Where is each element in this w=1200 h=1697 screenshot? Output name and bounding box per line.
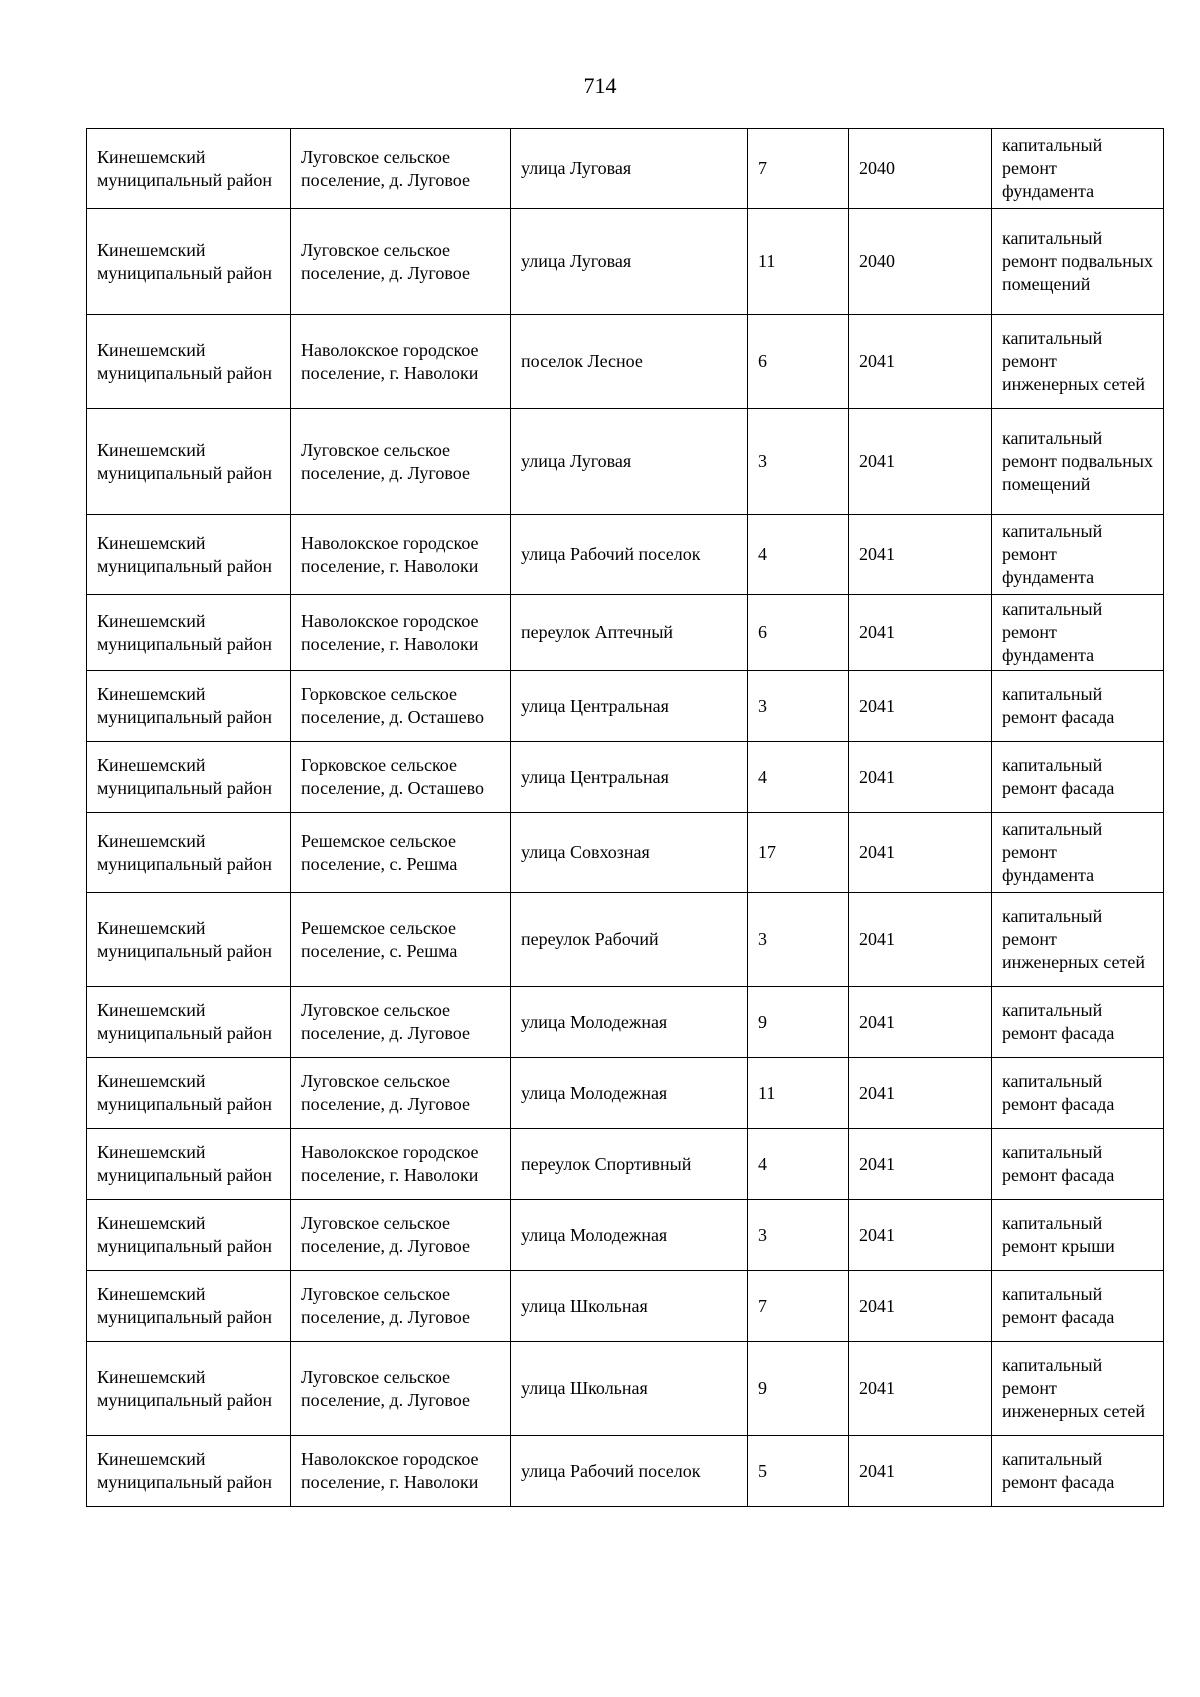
table-row xyxy=(87,1129,1164,1200)
cell-year: 2041 xyxy=(849,987,992,1058)
cell-district: Кинешемский муниципальный район xyxy=(87,409,291,515)
cell-year: 2041 xyxy=(849,515,992,595)
table-row xyxy=(87,1436,1164,1507)
cell-year: 2041 xyxy=(849,1200,992,1271)
cell-settlement: Луговское сельское поселение, д. Луговое xyxy=(291,409,511,515)
cell-street: улица Школьная xyxy=(511,1271,748,1342)
cell-year: 2041 xyxy=(849,595,992,671)
cell-district: Кинешемский муниципальный район xyxy=(87,129,291,209)
cell-district: Кинешемский муниципальный район xyxy=(87,1436,291,1507)
cell-district: Кинешемский муниципальный район xyxy=(87,315,291,409)
cell-house-number: 9 xyxy=(748,987,849,1058)
table-row xyxy=(87,315,1164,409)
cell-year: 2041 xyxy=(849,409,992,515)
cell-house-number: 3 xyxy=(748,671,849,742)
cell-year: 2041 xyxy=(849,1129,992,1200)
cell-house-number: 3 xyxy=(748,1200,849,1271)
cell-work-type: капитальный ремонт подвальных помещений xyxy=(992,409,1164,515)
cell-district: Кинешемский муниципальный район xyxy=(87,1342,291,1436)
cell-street: улица Молодежная xyxy=(511,1058,748,1129)
cell-work-type: капитальный ремонт фасада xyxy=(992,671,1164,742)
cell-district: Кинешемский муниципальный район xyxy=(87,1200,291,1271)
cell-work-type: капитальный ремонт фундамента xyxy=(992,515,1164,595)
cell-street: улица Рабочий поселок xyxy=(511,515,748,595)
cell-district: Кинешемский муниципальный район xyxy=(87,515,291,595)
cell-work-type: капитальный ремонт инженерных сетей xyxy=(992,315,1164,409)
cell-house-number: 9 xyxy=(748,1342,849,1436)
cell-district: Кинешемский муниципальный район xyxy=(87,209,291,315)
cell-year: 2040 xyxy=(849,209,992,315)
cell-settlement: Наволокское городское поселение, г. Наволоки xyxy=(291,1129,511,1200)
cell-work-type: капитальный ремонт фасада xyxy=(992,1129,1164,1200)
cell-year: 2041 xyxy=(849,813,992,893)
cell-street: улица Луговая xyxy=(511,209,748,315)
page-number: 714 xyxy=(583,73,617,98)
table-row xyxy=(87,671,1164,742)
table-row xyxy=(87,1058,1164,1129)
cell-work-type: капитальный ремонт фундамента xyxy=(992,129,1164,209)
cell-house-number: 3 xyxy=(748,893,849,987)
cell-work-type: капитальный ремонт фасада xyxy=(992,742,1164,813)
cell-street: улица Центральная xyxy=(511,742,748,813)
cell-street: переулок Спортивный xyxy=(511,1129,748,1200)
cell-street: улица Совхозная xyxy=(511,813,748,893)
cell-settlement: Луговское сельское поселение, д. Луговое xyxy=(291,129,511,209)
table-row xyxy=(87,742,1164,813)
cell-settlement: Луговское сельское поселение, д. Луговое xyxy=(291,209,511,315)
cell-house-number: 4 xyxy=(748,1129,849,1200)
table-row xyxy=(87,893,1164,987)
cell-street: улица Луговая xyxy=(511,409,748,515)
table-row xyxy=(87,129,1164,209)
cell-house-number: 7 xyxy=(748,1271,849,1342)
cell-year: 2041 xyxy=(849,742,992,813)
cell-house-number: 17 xyxy=(748,813,849,893)
cell-street: улица Молодежная xyxy=(511,987,748,1058)
cell-house-number: 6 xyxy=(748,595,849,671)
cell-settlement: Наволокское городское поселение, г. Наволоки xyxy=(291,595,511,671)
cell-year: 2041 xyxy=(849,315,992,409)
cell-district: Кинешемский муниципальный район xyxy=(87,671,291,742)
cell-street: улица Центральная xyxy=(511,671,748,742)
table-body xyxy=(87,129,1164,1507)
cell-work-type: капитальный ремонт инженерных сетей xyxy=(992,893,1164,987)
cell-house-number: 4 xyxy=(748,742,849,813)
cell-settlement: Решемское сельское поселение, с. Решма xyxy=(291,813,511,893)
table-row xyxy=(87,1271,1164,1342)
cell-settlement: Наволокское городское поселение, г. Наволоки xyxy=(291,315,511,409)
cell-work-type: капитальный ремонт крыши xyxy=(992,1200,1164,1271)
cell-house-number: 11 xyxy=(748,209,849,315)
cell-work-type: капитальный ремонт подвальных помещений xyxy=(992,209,1164,315)
table-row xyxy=(87,515,1164,595)
cell-settlement: Наволокское городское поселение, г. Наволоки xyxy=(291,515,511,595)
cell-district: Кинешемский муниципальный район xyxy=(87,813,291,893)
table-row xyxy=(87,987,1164,1058)
table-row xyxy=(87,595,1164,671)
cell-street: переулок Рабочий xyxy=(511,893,748,987)
cell-year: 2041 xyxy=(849,1342,992,1436)
cell-house-number: 5 xyxy=(748,1436,849,1507)
cell-year: 2041 xyxy=(849,1058,992,1129)
cell-work-type: капитальный ремонт фасада xyxy=(992,1436,1164,1507)
cell-street: улица Молодежная xyxy=(511,1200,748,1271)
cell-district: Кинешемский муниципальный район xyxy=(87,893,291,987)
cell-settlement: Решемское сельское поселение, с. Решма xyxy=(291,893,511,987)
cell-work-type: капитальный ремонт фасада xyxy=(992,987,1164,1058)
cell-settlement: Наволокское городское поселение, г. Наволоки xyxy=(291,1436,511,1507)
cell-district: Кинешемский муниципальный район xyxy=(87,1058,291,1129)
cell-street: улица Луговая xyxy=(511,129,748,209)
cell-district: Кинешемский муниципальный район xyxy=(87,742,291,813)
cell-year: 2041 xyxy=(849,1271,992,1342)
cell-settlement: Луговское сельское поселение, д. Луговое xyxy=(291,1200,511,1271)
cell-house-number: 7 xyxy=(748,129,849,209)
cell-work-type: капитальный ремонт фасада xyxy=(992,1271,1164,1342)
cell-house-number: 3 xyxy=(748,409,849,515)
cell-settlement: Горковское сельское поселение, д. Осташево xyxy=(291,671,511,742)
cell-house-number: 6 xyxy=(748,315,849,409)
cell-year: 2040 xyxy=(849,129,992,209)
cell-settlement: Горковское сельское поселение, д. Осташево xyxy=(291,742,511,813)
table-row xyxy=(87,1200,1164,1271)
cell-settlement: Луговское сельское поселение, д. Луговое xyxy=(291,987,511,1058)
cell-house-number: 4 xyxy=(748,515,849,595)
cell-year: 2041 xyxy=(849,671,992,742)
cell-street: переулок Аптечный xyxy=(511,595,748,671)
cell-settlement: Луговское сельское поселение, д. Луговое xyxy=(291,1342,511,1436)
cell-district: Кинешемский муниципальный район xyxy=(87,1271,291,1342)
cell-work-type: капитальный ремонт фасада xyxy=(992,1058,1164,1129)
cell-district: Кинешемский муниципальный район xyxy=(87,595,291,671)
table-row xyxy=(87,409,1164,515)
cell-year: 2041 xyxy=(849,893,992,987)
cell-district: Кинешемский муниципальный район xyxy=(87,987,291,1058)
cell-street: улица Рабочий поселок xyxy=(511,1436,748,1507)
cell-street: улица Школьная xyxy=(511,1342,748,1436)
cell-settlement: Луговское сельское поселение, д. Луговое xyxy=(291,1271,511,1342)
table-row xyxy=(87,209,1164,315)
cell-work-type: капитальный ремонт фундамента xyxy=(992,813,1164,893)
cell-street: поселок Лесное xyxy=(511,315,748,409)
cell-work-type: капитальный ремонт фундамента xyxy=(992,595,1164,671)
cell-year: 2041 xyxy=(849,1436,992,1507)
cell-district: Кинешемский муниципальный район xyxy=(87,1129,291,1200)
repair-schedule-table xyxy=(86,128,1164,1507)
table-row xyxy=(87,1342,1164,1436)
cell-work-type: капитальный ремонт инженерных сетей xyxy=(992,1342,1164,1436)
table-row xyxy=(87,813,1164,893)
cell-house-number: 11 xyxy=(748,1058,849,1129)
cell-settlement: Луговское сельское поселение, д. Луговое xyxy=(291,1058,511,1129)
